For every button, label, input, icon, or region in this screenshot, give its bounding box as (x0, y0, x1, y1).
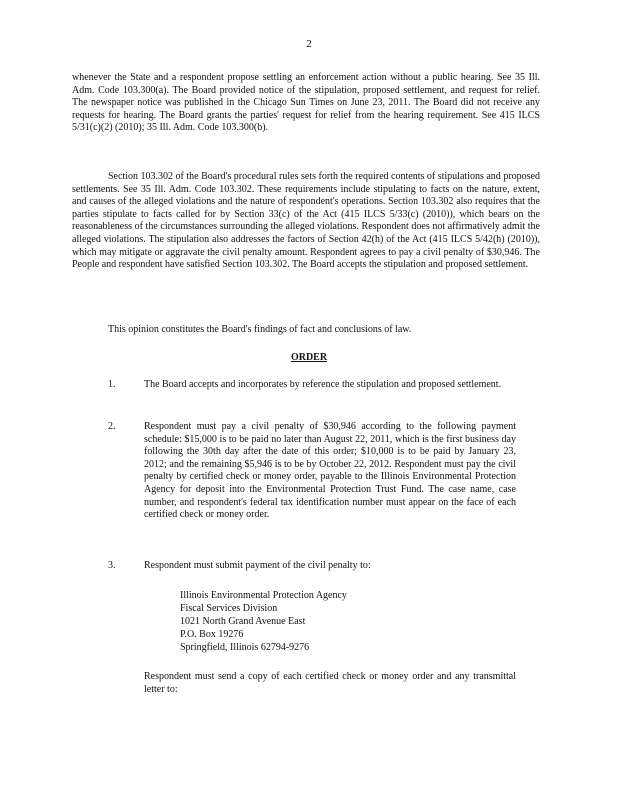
order-item-2 (72, 421, 540, 522)
closing-paragraph (72, 671, 540, 696)
paragraph-text: whenever the State and a respondent propose settling an enforcement action without a public hearing. See 35 Ill. Adm. Code 103.300(a). The Board provided notice of the stipulation, proposed settlement, and request for relief. The newspaper notice was published in the Chicago Sun Times on June 23, 2011. The Board did not receive any requests for hearing. The Board grants the parties' request for relief from the hearing requirement. See 415 ILCS 5/31(c)(2) (2010); 35 Ill. Adm. Code 103.300(b). (72, 72, 540, 134)
paragraph-text: Section 103.302 of the Board's procedural rules sets forth the required contents of stipulations and proposed settlements. See 35 Ill. Adm. Code 103.302. These requirements include stipulating to facts on the nature, extent, and causes of the alleged violations and the nature of respondent's operations. Section 103.302 also requires that the parties stipulate to facts called for by Section 33(c) of the Act (415 ILCS 5/33(c) (2010)), which bears on the reasonableness of the circumstances surrounding the alleged violations. Respondent does not affirmatively admit the alleged violations. The stipulation also addresses the factors of Section 42(h) of the Act (415 ILCS 5/42(h) (2010)), which may mitigate or aggravate the civil penalty amount. Respondent agrees to pay a civil penalty of $30,946. The People and respondent have satisfied Section 103.302. The Board accepts the stipulation and proposed settlement. (72, 171, 540, 271)
page-number: 2 (306, 38, 312, 50)
address-line: Springfield, Illinois 62794-9276 (180, 642, 310, 653)
order-item-1 (72, 379, 540, 392)
address-line: P.O. Box 19276 (180, 629, 244, 640)
item-text: Respondent must submit payment of the civil penalty to: (144, 560, 371, 571)
address-line: 1021 North Grand Avenue East (180, 616, 306, 627)
item-number: 3. (108, 560, 116, 571)
paragraph-findings (72, 324, 540, 337)
paragraph-text: This opinion constitutes the Board's findings of fact and conclusions of law. (108, 324, 412, 335)
closing-text: Respondent must send a copy of each certified check or money order and any transmittal letter to: (144, 671, 516, 695)
paragraph-hearing-relief (72, 72, 540, 135)
item-number: 2. (108, 421, 116, 432)
item-number: 1. (108, 379, 116, 390)
order-heading: ORDER (290, 352, 328, 363)
payment-address (180, 589, 347, 654)
paragraph-section-103-302 (72, 171, 540, 272)
item-text: Respondent must pay a civil penalty of $30,946 according to the following payment schedule: $15,000 is to be paid no later than August 22, 2011, which is the first business day following the 30th day after the date of this order; $10,000 is to be paid by January 23, 2012; and the remaining $5,946 is to be by October 22, 2012. Respondent must pay the civil penalty by certified check or money order, payable to the Illinois Environmental Protection Agency for deposit into the Environmental Protection Trust Fund. The case name, case number, and respondent's federal tax identification number must appear on the face of each certified check or money order. (144, 421, 516, 521)
order-item-3 (72, 560, 540, 573)
address-line: Illinois Environmental Protection Agency (180, 590, 347, 601)
address-line: Fiscal Services Division (180, 603, 278, 614)
item-text: The Board accepts and incorporates by reference the stipulation and proposed settlement. (144, 379, 502, 390)
